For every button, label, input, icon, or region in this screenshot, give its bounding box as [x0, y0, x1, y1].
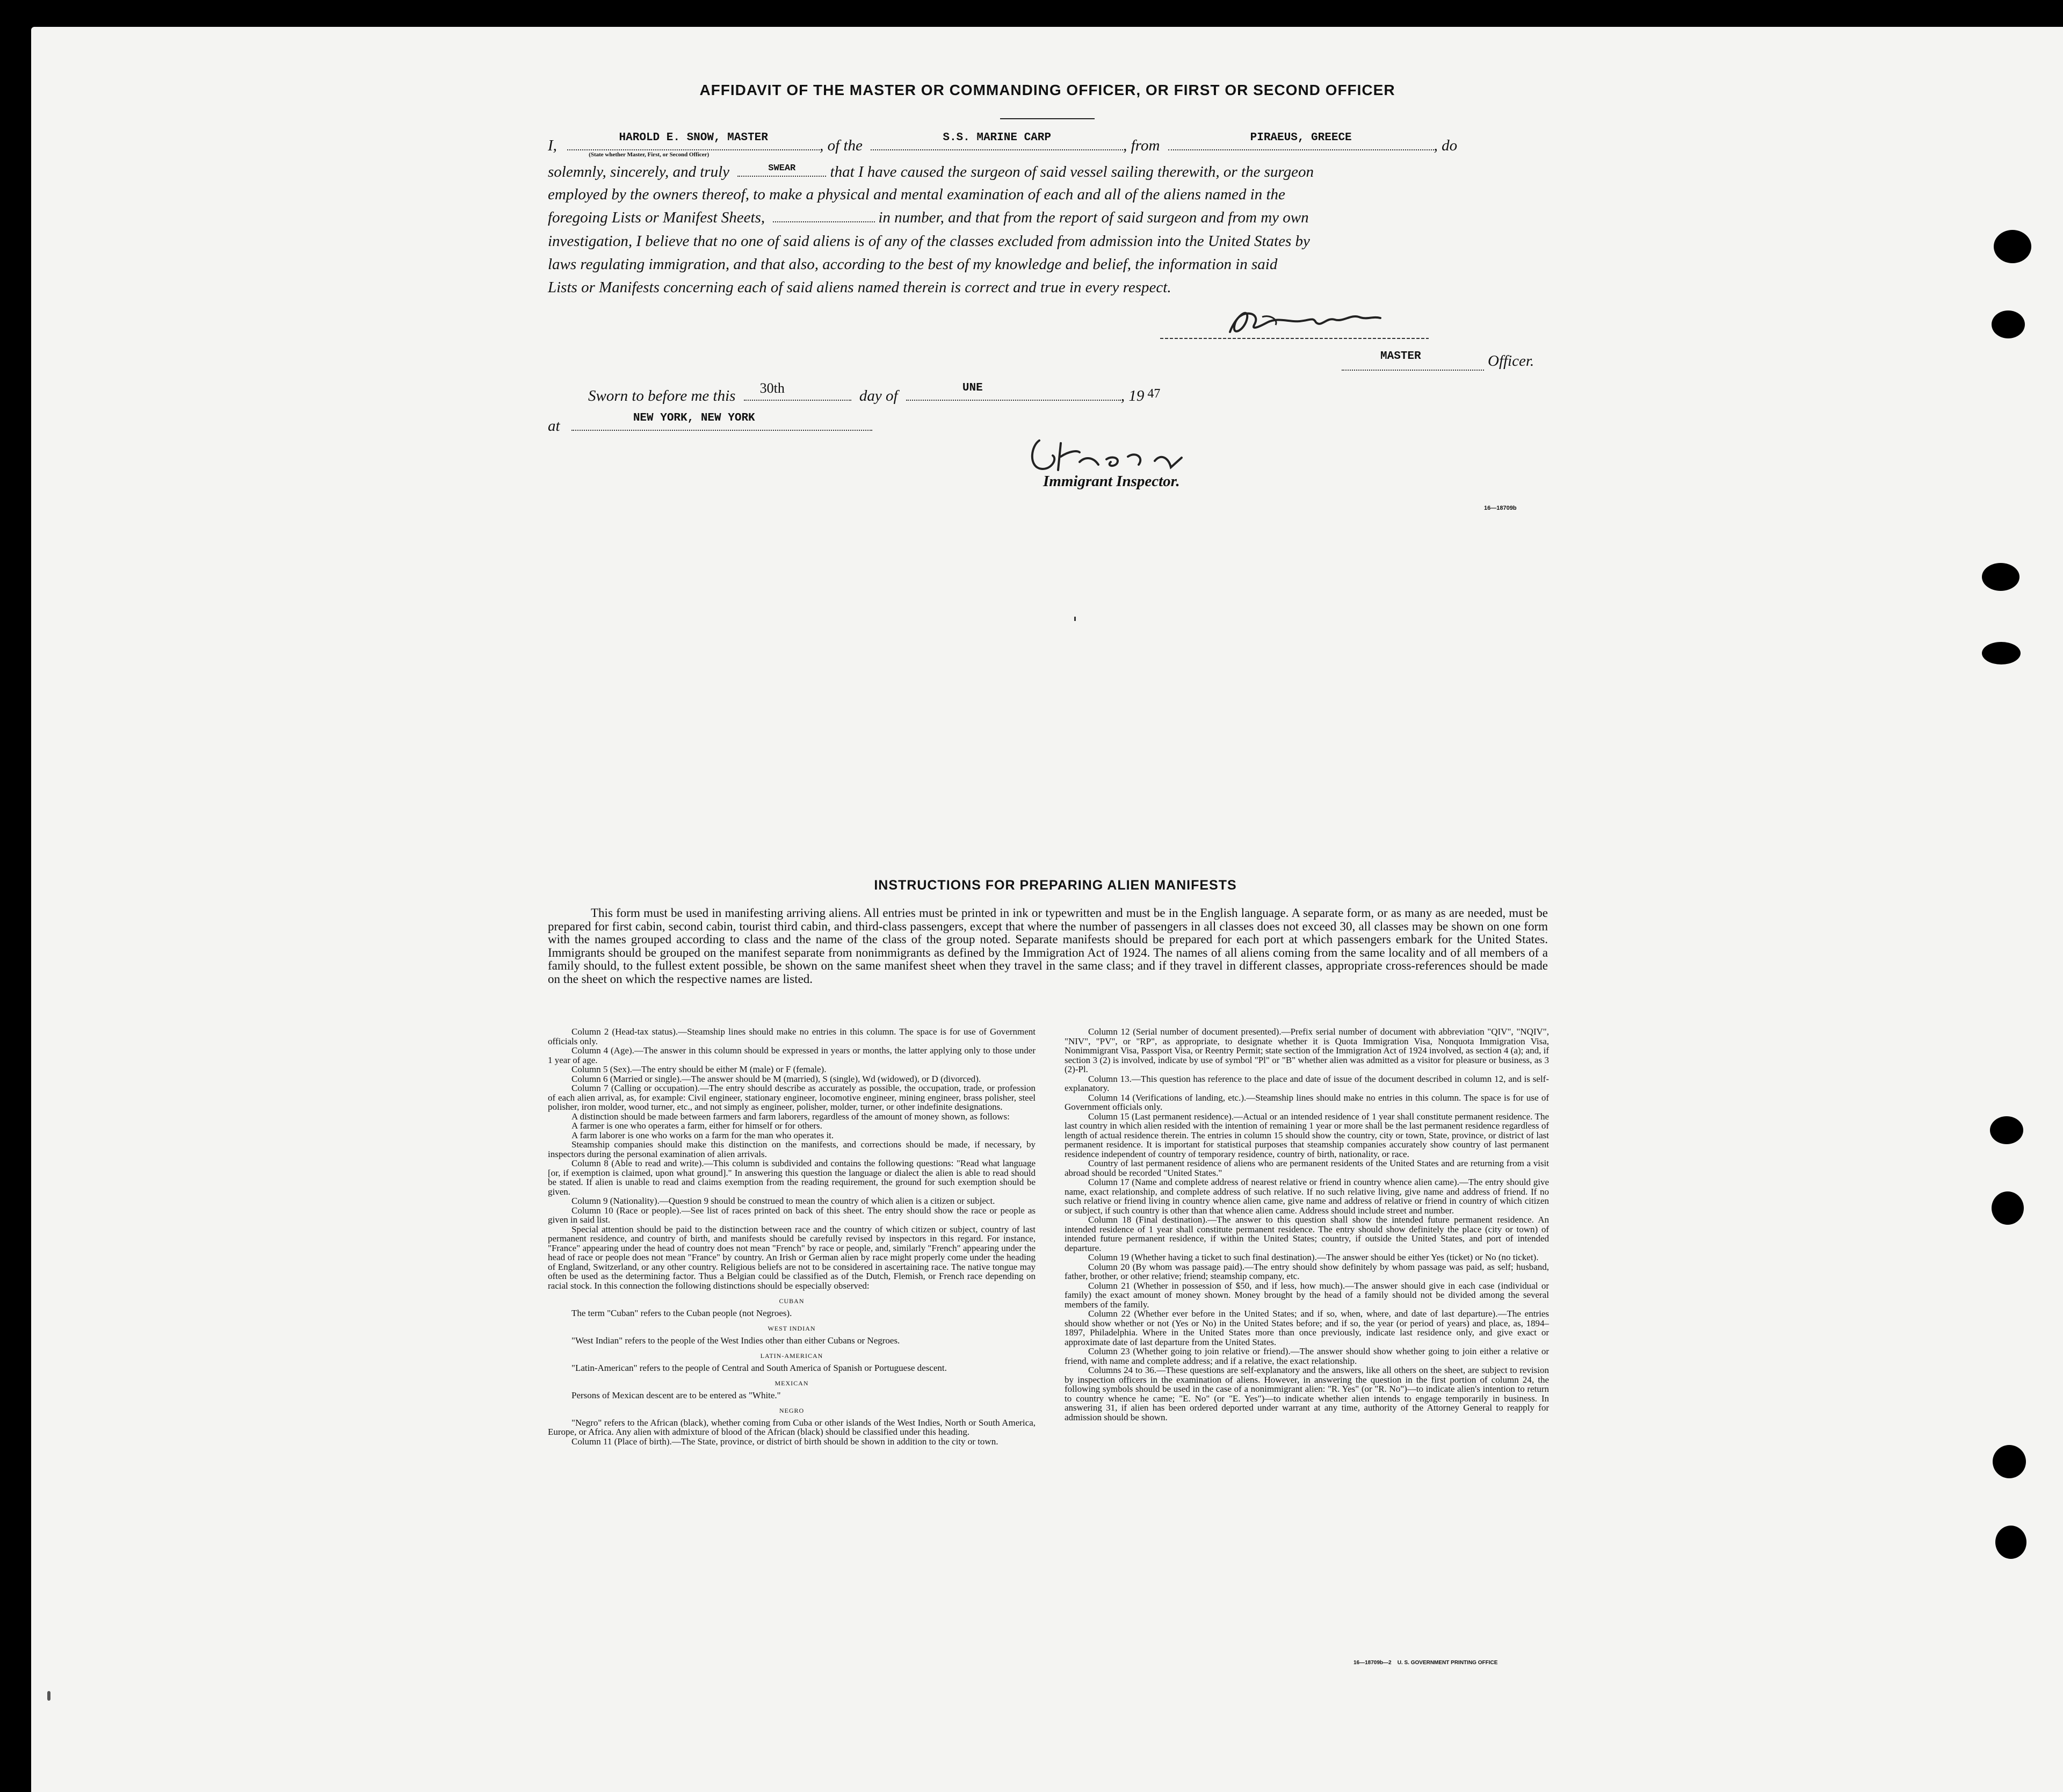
affidavit-line-5: investigation, I believe that no one of said aliens is of any of the classes excluded from admission into the United States by	[548, 233, 1310, 250]
sworn-day-field	[744, 380, 851, 401]
vessel-value: S.S. MARINE CARP	[943, 132, 1051, 144]
year-prefix: , 19	[1120, 387, 1145, 404]
race-section-heading: CUBAN	[779, 1297, 805, 1305]
instruction-paragraph: Column 2 (Head-tax status).—Steamship lines should make no entries in this column. The space is for use of Government officials only.	[548, 1027, 1036, 1046]
sworn-line	[588, 382, 1587, 407]
year-suffix: 47	[1147, 387, 1161, 401]
instruction-paragraph: Column 15 (Last permanent residence).—Actual or an intended residence of 1 year shall constitute permanent residence. The last country in which alien resided with the intention of remaining 1 year or more shall be the last permanent residence regardless of length of actual residence therein. The entries in column 15 should show the country, city or town, State, province, or district of last permanent residence. It is important for statistical purposes that steamship companies accurately show country of last permanent residence independent of country of temporary residence, country of birth, nationality, or race.	[1065, 1111, 1549, 1159]
binder-hole	[1982, 563, 2019, 591]
binder-hole	[1992, 310, 2025, 338]
affidavit-line-2	[548, 161, 1547, 183]
port-value: PIRAEUS, GREECE	[1250, 132, 1352, 144]
instruction-paragraph: Column 22 (Whether ever before in the United States; and if so, when, where, and date of last departure).—The entries should show whether or not (Yes or No) in the United States before; and if so, the year (or period of years) and place, as, 1894–1897, Philadelphia. Where in the United States more than once previously, indicate last residence only, and give exact or approximate date of last departure from the United States.	[1065, 1309, 1549, 1347]
oath-value: SWEAR	[768, 163, 796, 174]
instruction-paragraph: A distinction should be made between farmers and farm laborers, regardless of the amount of money shown, as follows:	[571, 1111, 1010, 1122]
instruction-paragraph: Special attention should be paid to the distinction between race and the country of which citizen or subject, country of last permanent residence, and country of birth, and manifests should be carefully revised by inspectors in this regard. For instance, "France" appearing under the head of country does not mean "French" by race or people, and, similarly "French" appearing under the head of race or people does not mean "France" by country. An Irish or German alien by race might properly come under the heading of England, Switzerland, or any other country. Religious beliefs are not to be considered in ascertaining race. The native tongue may often be used as the determining factor. Thus a Belgian could be classified as of the Dutch, Flemish, or French race depending on racial stock. In this connection the following distinctions should be especially observed:	[548, 1224, 1036, 1291]
of-the-label: , of the	[820, 137, 863, 154]
sworn-place-field	[571, 412, 872, 431]
sworn-label: Sworn to before me this	[588, 387, 736, 404]
affidavit-line-7: Lists or Manifests concerning each of said aliens named therein is correct and true in every respect.	[548, 279, 1171, 296]
instruction-paragraph: Column 13.—This question has reference to the place and date of issue of the document described in column 12, and is self-explanatory.	[1065, 1073, 1549, 1093]
instruction-paragraph: Column 17 (Name and complete address of nearest relative or friend in country whence alien came).—The entry should give name, exact relationship, and complete address of such relative. If no such relative living, give name and address of friend. If no such relative or friend living in country whence alien came, give name and address of relative or friend in country of which citizen or subject, if such country is other than that whence alien came. Address should include street and number.	[1065, 1177, 1549, 1216]
instruction-paragraph: Steamship companies should make this distinction on the manifests, and corrections should be made, if necessary, by inspectors during the personal examination of alien arrivals.	[548, 1139, 1036, 1159]
instructions-heading: INSTRUCTIONS FOR PREPARING ALIEN MANIFESTS	[874, 878, 1237, 893]
printing-office-footer: 16—18709b—2 U. S. GOVERNMENT PRINTING OFFICE	[1353, 1660, 1498, 1666]
instruction-paragraph: Column 5 (Sex).—The entry should be either M (male) or F (female).	[571, 1064, 827, 1074]
affidavit-line-4	[548, 206, 1547, 229]
heading-rule	[1000, 118, 1095, 119]
instruction-paragraph: Column 6 (Married or single).—The answer should be M (married), S (single), Wd (widowed), or D (divorced).	[571, 1073, 981, 1084]
race-section-text: "Negro" refers to the African (black), whether coming from Cuba or other islands of the West Indies, North or South America, Europe, or Africa. Any alien with admixture of blood of the African (black) should be classified under this heading.	[548, 1417, 1036, 1437]
instructions-left-column	[548, 1027, 1036, 1446]
line-2-text: that I have caused the surgeon of said vessel sailing therewith, or the surgeon	[830, 163, 1314, 180]
inspector-signature	[854, 435, 1241, 478]
instruction-paragraph: Country of last permanent residence of aliens who are permanent residents of the United States and are returning from a visit abroad should be recorded "United States."	[1065, 1158, 1549, 1178]
instruction-paragraph: Columns 24 to 36.—These questions are self-explanatory and the answers, like all others on the sheet, are subject to revision by inspection officers in the examination of aliens. However, in answering the question in the first portion of column 24, the following symbols should be used in the case of a nonimmigrant alien: "R. Yes" (or "R. No")—to indicate alien's intention to return to country whence he came; "E. No" (or "E. Yes")—to indicate whether alien intends to engage temporarily in business. In answering 31, if alien has been ordered deported under warrant at any time, authority of the Attorney General to reapply for admission should be shown.	[1065, 1365, 1549, 1422]
instruction-paragraph: Column 12 (Serial number of document presented).—Prefix serial number of document with abbreviation "QIV", "NQIV", "NIV", "PV", or "RP", as appropriate, to designate whether it is Quota Immigration Visa, Nonquota Immigration Visa, Nonimmigrant Visa, Passport Visa, or Reentry Permit; state section of the Immigration Act of 1924 involved, as section 4 (a); and, if section 3 (2) is involved, indicate by use of symbol "Pl" or "B" whether alien was admitted as a visitor for pleasure or business, as 3 (2)-Pl.	[1065, 1027, 1549, 1074]
binder-hole	[1992, 1191, 2024, 1225]
master-signature	[1155, 301, 1429, 344]
instruction-paragraph: A farm laborer is one who works on a farm for the man who operates it.	[571, 1130, 834, 1140]
do-label: , do	[1434, 137, 1458, 154]
i-label: I,	[548, 137, 557, 154]
instruction-paragraph: Column 18 (Final destination).—The answer to this question shall show the intended future permanent residence. An intended residence of 1 year shall constitute permanent residence. The entry should show definitely the place (city or town) of intended future permanent residence, if within the United States; country, if outside the United States, and port of intended departure.	[1065, 1215, 1549, 1253]
instruction-paragraph: Column 10 (Race or people).—See list of races printed on back of this sheet. The entry should show the race or people as given in said list.	[548, 1205, 1036, 1225]
vessel-field	[871, 134, 1123, 150]
sheet-count-field	[773, 206, 875, 222]
sworn-place-line	[548, 412, 1547, 437]
binder-hole	[1994, 230, 2031, 263]
race-section-heading: NEGRO	[779, 1407, 805, 1414]
race-section-text: Persons of Mexican descent are to be entered as "White."	[571, 1390, 781, 1400]
binder-hole	[1990, 1116, 2023, 1144]
affidavit-line-3: employed by the owners thereof, to make a physical and mental examination of each and all of the aliens named in the	[548, 186, 1285, 203]
officer-caption: (State whether Master, First, or Second Officer)	[589, 151, 710, 158]
race-section-text: The term "Cuban" refers to the Cuban people (not Negroes).	[571, 1307, 792, 1318]
race-section-text: "West Indian" refers to the people of the West Indies other than either Cubans or Negroes.	[571, 1335, 900, 1346]
affidavit-heading: AFFIDAVIT OF THE MASTER OR COMMANDING OFFICER, OR FIRST OR SECOND OFFICER	[699, 82, 1395, 98]
officer-label: Officer.	[1488, 352, 1534, 370]
sworn-month-value: UNE	[962, 382, 983, 394]
instruction-paragraph: Column 19 (Whether having a ticket to such final destination).—The answer should be either Yes (ticket) or No (no ticket).	[1088, 1252, 1539, 1262]
race-section-heading: LATIN-AMERICAN	[760, 1352, 823, 1360]
affidavit-line-6: laws regulating immigration, and that also, according to the best of my knowledge and belief, the information in said	[548, 256, 1278, 273]
instruction-paragraph: Column 8 (Able to read and write).—This column is subdivided and contains the following questions: "Read what language [or, if exemption is claimed, upon what ground]." In answering this question the language or dialect the alien is able to read should be stated. If alien is unable to read and claims exemption from the reading requirement, the ground for such exemption should be given.	[548, 1158, 1036, 1197]
instruction-paragraph: Column 14 (Verifications of landing, etc.).—Steamship lines should make no entries in this column. The space is for use of Government officials only.	[1065, 1092, 1549, 1112]
inspector-label: Immigrant Inspector.	[1043, 473, 1180, 490]
port-field	[1168, 134, 1434, 150]
sworn-month-field	[906, 382, 1121, 401]
instruction-paragraph: Column 21 (Whether in possession of $50, and if less, how much).—The answer should give in each case (individual or family) the exact amount of money shown. Money brought by the head of a family should not be divided among the several members of the family.	[1065, 1280, 1549, 1310]
day-of-label: day of	[859, 387, 898, 404]
instruction-paragraph: Column 7 (Calling or occupation).—The entry should describe as accurately as possible, the occupation, trade, or profession of each alien arrival, as, for example: Civil engineer, stationary engineer, locomotive engineer, mining engineer, brass polisher, steel polisher, iron molder, wood turner, etc., and not simply as engineer, polisher, molder, turner, or other indefinite designations.	[548, 1083, 1036, 1112]
officer-name-value: HAROLD E. SNOW, MASTER	[619, 132, 768, 144]
solemnly-label: solemnly, sincerely, and truly	[548, 163, 730, 180]
from-label: , from	[1123, 137, 1160, 154]
scan-speck	[1074, 617, 1076, 621]
race-section-heading: MEXICAN	[774, 1379, 809, 1387]
affidavit-line-1	[548, 134, 1547, 157]
form-number: 16—18709b	[1484, 505, 1517, 511]
oath-field	[737, 161, 826, 177]
instruction-paragraph: Column 11 (Place of birth).—The State, province, or district of birth should be shown in addition to the city or town.	[571, 1436, 998, 1447]
instructions-intro: This form must be used in manifesting arriving aliens. All entries must be printed in ink or typewritten and must be in the English language. A separate form, or as many as are needed, must be prepared for first cabin, second cabin, tourist third cabin, and third-class passengers, except that where the number of passengers in all classes does not exceed 30, all classes may be shown on one form with the names grouped according to class and the name of the class of the group noted. Separate manifests should be prepared for each port at which passengers embark for the United States. Immigrants should be grouped on the manifest separate from nonimmigrants as defined by the Immigration Act of 1924. The names of all aliens coming from the same locality and of all members of a family should, to the fullest extent possible, be shown on the same manifest sheet when they travel in the same class; and if they travel in different classes, appropriate cross-references should be made on the sheet on which the respective names are listed.	[548, 906, 1548, 986]
binder-hole	[1995, 1526, 2026, 1559]
binder-hole	[1993, 1445, 2026, 1478]
sworn-place-value: NEW YORK, NEW YORK	[633, 412, 755, 424]
race-section-heading: WEST INDIAN	[768, 1325, 816, 1332]
line-4-rest: in number, and that from the report of said surgeon and from my own	[878, 209, 1309, 226]
line-4-start: foregoing Lists or Manifest Sheets,	[548, 209, 765, 226]
instruction-paragraph: Column 9 (Nationality).—Question 9 should be construed to mean the country of which alien is a citizen or subject.	[571, 1196, 995, 1206]
instruction-paragraph: A farmer is one who operates a farm, either for himself or for others.	[571, 1121, 822, 1131]
at-label: at	[548, 417, 560, 435]
scan-speck	[47, 1691, 50, 1701]
master-title-line	[1342, 350, 1484, 371]
instruction-paragraph: Column 20 (By whom was passage paid).—The entry should show definitely by whom passage was paid, as self; husband, father, brother, or other relative; friend; steamship company, etc.	[1065, 1261, 1549, 1281]
binder-hole	[1982, 642, 2021, 664]
sworn-day-value: 30th	[759, 380, 785, 396]
instruction-paragraph: Column 4 (Age).—The answer in this column should be expressed in years or months, the latter applying only to those under 1 year of age.	[548, 1045, 1036, 1065]
race-section-text: "Latin-American" refers to the people of Central and South America of Spanish or Portuguese descent.	[571, 1362, 947, 1373]
signature-title: MASTER	[1380, 350, 1421, 363]
instruction-paragraph: Column 23 (Whether going to join relative or friend).—The answer should show whether going to join either a relative or friend, with name and complete address; and if a relative, the exact relationship.	[1065, 1346, 1549, 1366]
instructions-right-column	[1065, 1027, 1549, 1422]
officer-name-field	[567, 132, 820, 158]
